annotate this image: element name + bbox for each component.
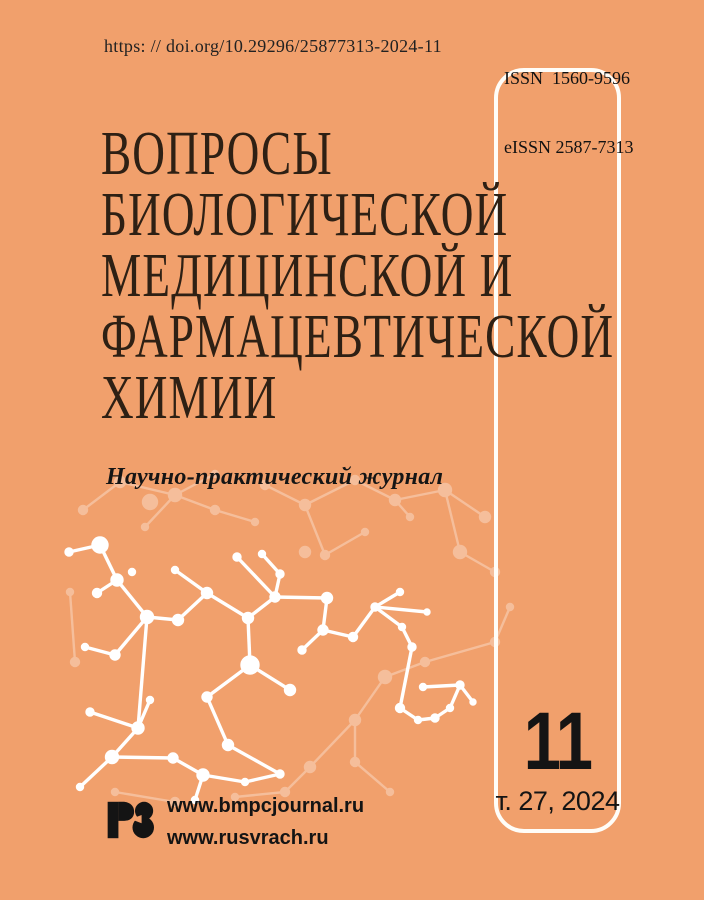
title-line: МЕДИЦИНСКОЙ И xyxy=(101,242,514,310)
doi-link[interactable]: https: // doi.org/10.29296/25877313-2024-11 xyxy=(104,36,442,56)
journal-website-link[interactable]: www.bmpcjournal.ru xyxy=(167,795,365,817)
title-line: ВОПРОСЫ xyxy=(101,120,333,188)
title-line: БИОЛОГИЧЕСКОЙ xyxy=(101,181,509,249)
issue-number: 11 xyxy=(523,696,592,787)
issue-volume-year: т. 27, 2024 xyxy=(495,786,620,816)
title-line: ХИМИИ xyxy=(101,364,278,432)
issn-block xyxy=(504,21,634,182)
eissn-line: eISSN 2587-7313 xyxy=(504,137,634,157)
footer-links xyxy=(167,795,364,859)
journal-subtitle: Научно-практический журнал xyxy=(106,464,444,490)
title-line: ФАРМАЦЕВТИЧЕСКОЙ xyxy=(101,303,615,371)
rusvrach-publisher-logo xyxy=(106,797,154,843)
molecule-network-graphic xyxy=(55,462,525,807)
issn-line: ISSN 1560-9596 xyxy=(504,68,631,88)
publisher-website-link[interactable]: www.rusvrach.ru xyxy=(167,827,329,849)
